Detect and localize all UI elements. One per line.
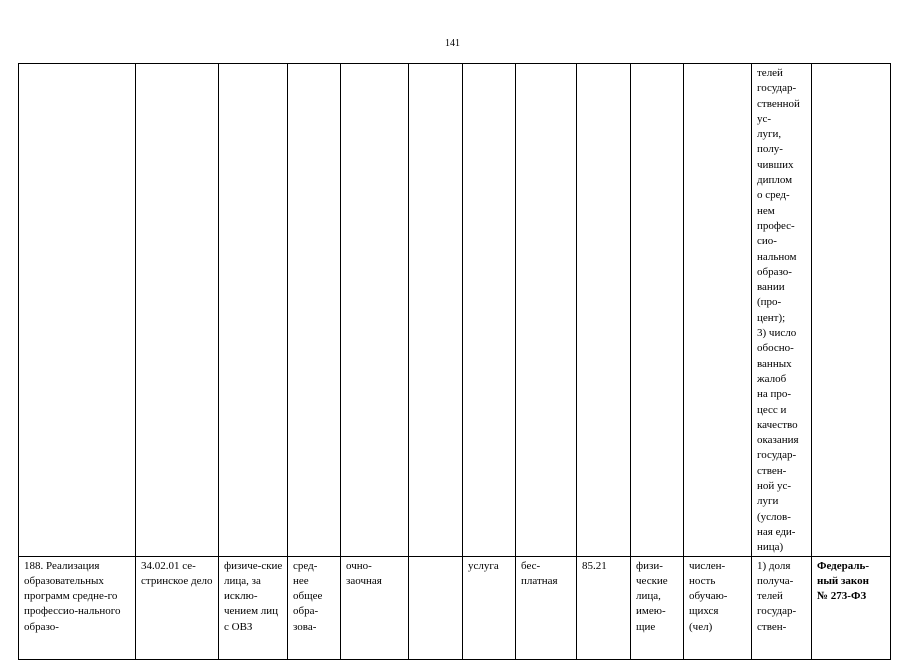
cell-indicators: телей государ- ственной ус- луги, полу- чивших диплом о сред- нем профес- сио- нальном образо- вании (про- цент); 3) число обосно- ванных жалоб на про- цесс и качество оказания государ- ствен- ной ус- луги (услов- ная еди- ница) [752, 64, 812, 557]
cell-okved [577, 64, 631, 557]
cell-name [19, 64, 136, 557]
services-table [18, 63, 891, 660]
cell-consumers [219, 64, 288, 557]
cell-consumers: физиче-ские лица, за исклю-чением лиц с ОВЗ [219, 556, 288, 659]
cell-education-level: сред- нее общее обра- зова- [288, 556, 341, 659]
cell-payment [516, 64, 577, 557]
cell-indicators: 1) доля получа- телей государ- ствен- [752, 556, 812, 659]
cell-volume: числен- ность обучаю- щихся (чел) [684, 556, 752, 659]
cell-type [463, 64, 516, 557]
cell-law: Федераль- ный закон № 273-ФЗ [812, 556, 891, 659]
cell-law [812, 64, 891, 557]
cell-code: 34.02.01 се-стринское дело [136, 556, 219, 659]
cell-empty [409, 64, 463, 557]
cell-category [631, 64, 684, 557]
cell-name: 188. Реализация образовательных программ средне-го профессио-нального образо- [19, 556, 136, 659]
page-number: 141 [445, 38, 460, 49]
cell-education-level [288, 64, 341, 557]
table-row-continuation [19, 64, 891, 557]
cell-category: физи- ческие лица, имею- щие [631, 556, 684, 659]
cell-volume [684, 64, 752, 557]
cell-form [341, 64, 409, 557]
cell-form: очно- заочная [341, 556, 409, 659]
cell-payment: бес- платная [516, 556, 577, 659]
cell-code [136, 64, 219, 557]
table-row-188 [19, 556, 891, 659]
cell-type: услуга [463, 556, 516, 659]
cell-empty [409, 556, 463, 659]
cell-okved: 85.21 [577, 556, 631, 659]
